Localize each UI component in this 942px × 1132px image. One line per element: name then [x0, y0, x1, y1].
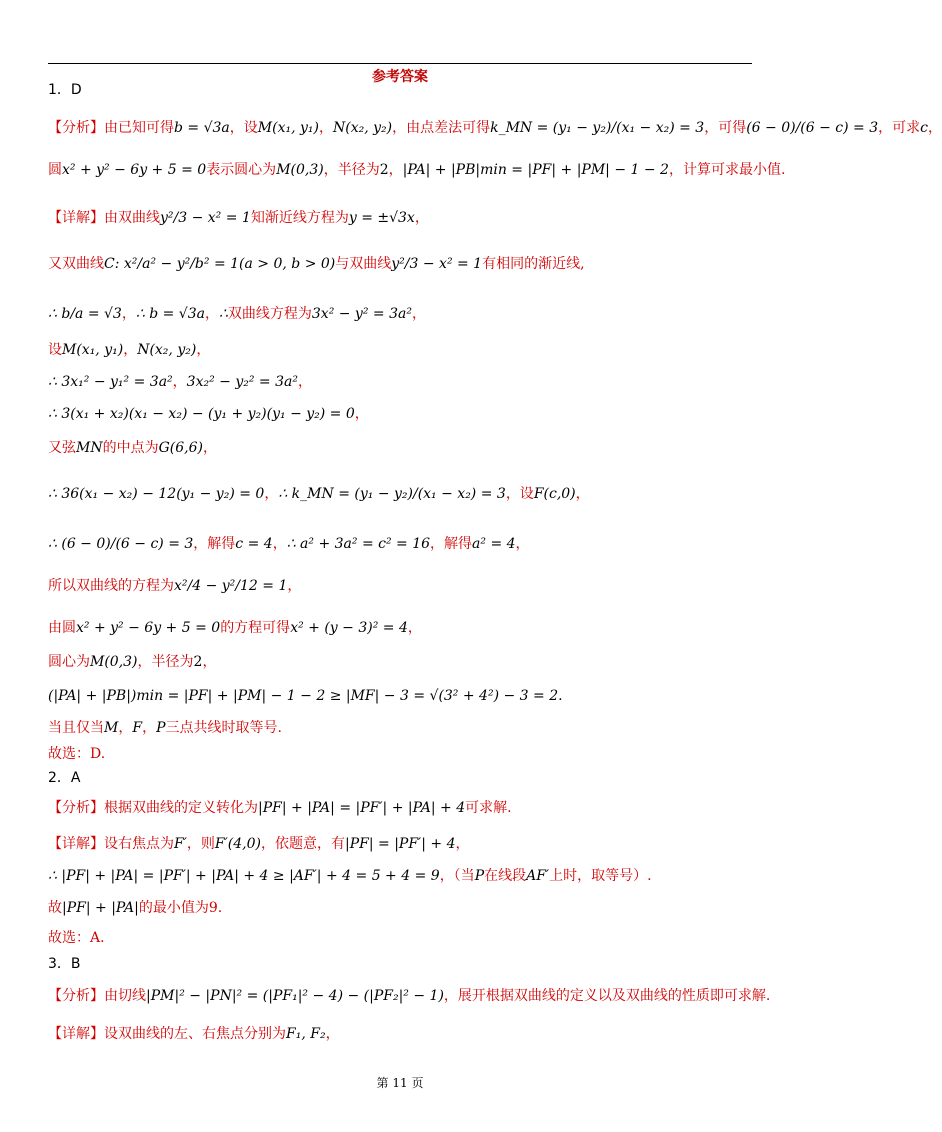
math: 3x² − y² = 3a² [311, 306, 412, 322]
text: ，由点差法可得 [392, 120, 491, 136]
text: ，解得 [430, 536, 473, 552]
text: ， [297, 374, 312, 390]
text: ， [202, 440, 217, 456]
q1-detail-line3 [48, 304, 426, 324]
math: ∴ [218, 306, 228, 322]
math: b = √3a [174, 120, 230, 136]
math: ∴ 3(x₁ + x₂)(x₁ − x₂) − (y₁ + y₂)(y₁ − y₂) = 0 [48, 406, 355, 422]
math: F₁, F₂ [286, 1026, 326, 1042]
text: ， [123, 342, 138, 358]
text: ，可求 [878, 120, 921, 136]
text: ， [411, 306, 426, 322]
q2-detail-line2 [48, 866, 652, 886]
text: ， [318, 120, 333, 136]
math: ∴ k_MN = (y₁ − y₂)/(x₁ − x₂) = 3 [278, 486, 506, 502]
q3-analysis-line [48, 986, 770, 1006]
text: 由切线 [104, 988, 146, 1004]
math: ∴ b/a = √3 [48, 306, 122, 322]
analysis-tag: 【分析】 [48, 988, 104, 1004]
text: ，设 [229, 120, 258, 136]
math: M [104, 720, 119, 736]
text: ， [414, 210, 429, 226]
math: N(x₂, y₂) [332, 120, 393, 136]
q1-detail-line1 [48, 208, 429, 228]
text: 又弦 [48, 440, 76, 456]
q1-analysis-line1 [48, 118, 942, 138]
math: x² + y² − 6y + 5 = 0 [62, 162, 207, 178]
text: ， [121, 306, 136, 322]
text: ， [204, 306, 219, 322]
math: MN [76, 440, 103, 456]
text: ，半径为 [323, 162, 380, 178]
text: 设双曲线的左、右焦点分别为 [104, 1026, 286, 1042]
text: 的中点为 [102, 440, 159, 456]
text: ， [287, 578, 302, 594]
math: F′ [174, 836, 187, 852]
math: G(6,6) [158, 440, 203, 456]
text: 设右焦点为 [104, 836, 174, 852]
math: N(x₂, y₂) [137, 342, 197, 358]
text: 根据双曲线的定义转化为 [104, 800, 258, 816]
text: ， [388, 162, 403, 178]
math: x² + y² − 6y + 5 = 0 [76, 620, 221, 636]
q3-answer: 3．B [48, 956, 81, 972]
math: ∴ 36(x₁ − x₂) − 12(y₁ − y₂) = 0 [48, 486, 265, 502]
q1-final-choice: 故选：D. [48, 746, 106, 762]
q1-detail-line14 [48, 718, 282, 738]
detail-tag: 【详解】 [48, 1026, 104, 1042]
q1-detail-line11 [48, 618, 422, 638]
math: x²/4 − y²/12 = 1 [174, 578, 288, 594]
text: 又双曲线 [48, 256, 104, 272]
math: y = ±√3x [348, 210, 415, 226]
text: ， [264, 486, 279, 502]
math: |PA| + |PB|min = |PF| + |PM| − 1 − 2 [402, 162, 669, 178]
text: ， [202, 654, 217, 670]
text: ， [575, 486, 590, 502]
q1-detail-line10 [48, 576, 301, 596]
text: ，（当 [439, 868, 475, 884]
math: x² + (y − 3)² = 4 [290, 620, 408, 636]
text: ， [196, 342, 211, 358]
math: (|PA| + |PB|)min = |PF| + |PM| − 1 − 2 ≥ |MF| − 3 = √(3² + 4²) − 3 = 2 [48, 688, 559, 704]
text: 三点共线时取等号. [165, 720, 282, 736]
q3-detail-line1 [48, 1024, 340, 1044]
text: 当且仅当 [48, 720, 104, 736]
q2-detail-line3 [48, 898, 222, 918]
text: 与双曲线 [335, 256, 392, 272]
text: 可求解. [465, 800, 512, 816]
math: F′(4,0) [214, 836, 261, 852]
math: ∴ 3x₁² − y₁² = 3a² [48, 374, 173, 390]
q1-detail-line8 [48, 484, 590, 504]
math: |PF| + |PA| = |PF′| + |PA| + 4 [258, 800, 466, 816]
text: 所以双曲线的方程为 [48, 578, 174, 594]
math: ∴ a² + 3a² = c² = 16 [286, 536, 431, 552]
q1-detail-line2 [48, 254, 585, 274]
math: F(c,0) [533, 486, 576, 502]
q1-detail-line12 [48, 652, 216, 672]
q1-detail-line6 [48, 404, 369, 424]
text: 在线段 [484, 868, 527, 884]
text: 设 [48, 342, 62, 358]
detail-tag: 【详解】 [48, 836, 104, 852]
math: |PF| = |PF′| + 4 [345, 836, 456, 852]
math: P [156, 720, 166, 736]
text: 圆 [48, 162, 62, 178]
text: 圆心为 [48, 654, 90, 670]
text: ， [142, 720, 157, 736]
q1-detail-line5 [48, 372, 312, 392]
math: P [474, 868, 485, 884]
text: ， [928, 120, 942, 136]
q1-detail-line9 [48, 534, 530, 554]
q1-analysis-line2 [48, 160, 785, 180]
math: c = 4 [235, 536, 273, 552]
math: M(x₁, y₁) [257, 120, 319, 136]
q2-answer: 2．A [48, 770, 81, 786]
text: 双曲线方程为 [227, 306, 312, 322]
q1-answer: 1．D [48, 82, 82, 98]
text: ，则 [186, 836, 215, 852]
q1-detail-line13 [48, 686, 563, 706]
page-title: 参考答案 [372, 69, 428, 85]
text: 上时，取等号）. [549, 868, 652, 884]
text: 由已知可得 [104, 120, 174, 136]
math: M(0,3) [90, 654, 138, 670]
text: ， [325, 1026, 340, 1042]
math: (6 − 0)/(6 − c) = 3 [746, 120, 879, 136]
q2-final-choice: 故选：A. [48, 930, 105, 946]
math: 2 [193, 654, 203, 670]
text: ，计算可求最小值. [668, 162, 786, 178]
text: ， [515, 536, 530, 552]
text: ， [118, 720, 133, 736]
text: ，半径为 [137, 654, 194, 670]
header-rule [48, 63, 752, 64]
math: y²/3 − x² = 1 [391, 256, 483, 272]
text: ， [455, 836, 470, 852]
math: M(x₁, y₁) [62, 342, 124, 358]
text: ，解得 [193, 536, 236, 552]
text: . [558, 688, 563, 704]
q1-detail-line4 [48, 340, 210, 360]
math: F [132, 720, 143, 736]
math: C: x²/a² − y²/b² = 1(a > 0, b > 0) [104, 256, 336, 272]
q2-detail-line1 [48, 834, 469, 854]
q1-detail-line7 [48, 438, 217, 458]
math: AF′ [526, 868, 550, 884]
math: c [920, 120, 928, 136]
text: ， [354, 406, 369, 422]
math: ∴ b = √3a [135, 306, 205, 322]
math: 3x₂² − y₂² = 3a² [186, 374, 298, 390]
math: M(0,3) [276, 162, 324, 178]
text: 故 [48, 900, 62, 916]
text: ， [172, 374, 187, 390]
analysis-tag: 【分析】 [48, 800, 104, 816]
math: |PF| + |PA| [62, 900, 139, 916]
text: ，可得 [704, 120, 747, 136]
math: |PM|² − |PN|² = (|PF₁|² − 4) − (|PF₂|² − 1) [146, 988, 444, 1004]
text: 知渐近线方程为 [250, 210, 349, 226]
text: 的最小值为9. [138, 900, 223, 916]
math: 2 [379, 162, 389, 178]
detail-tag: 【详解】 [48, 210, 104, 226]
page-number: 第 11 页 [376, 1076, 424, 1090]
text: 由圆 [48, 620, 76, 636]
analysis-tag: 【分析】 [48, 120, 104, 136]
q2-analysis-line [48, 798, 512, 818]
text: 由双曲线 [104, 210, 160, 226]
math: k_MN = (y₁ − y₂)/(x₁ − x₂) = 3 [490, 120, 705, 136]
math: a² = 4 [472, 536, 516, 552]
text: ， [407, 620, 422, 636]
text: 有相同的渐近线, [482, 256, 585, 272]
math: y²/3 − x² = 1 [160, 210, 251, 226]
text: ， [272, 536, 287, 552]
text: ，展开根据双曲线的定义以及双曲线的性质即可求解. [443, 988, 771, 1004]
text: ，依题意，有 [261, 836, 345, 852]
text: 的方程可得 [220, 620, 291, 636]
text: ，设 [505, 486, 534, 502]
math: ∴ (6 − 0)/(6 − c) = 3 [48, 536, 194, 552]
text: 表示圆心为 [206, 162, 277, 178]
math: ∴ |PF| + |PA| = |PF′| + |PA| + 4 ≥ |AF′| + 4 = 5 + 4 = 9 [48, 868, 440, 884]
